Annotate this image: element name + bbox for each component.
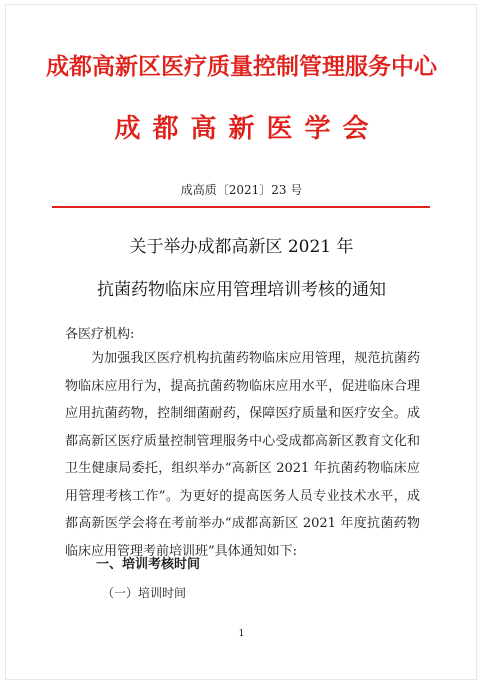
body-paragraph: 为加强我区医疗机构抗菌药物临床应用管理，规范抗菌药物临床应用行为，提高抗菌药物临床应用水平，促进临床合理应用抗菌药物，控制细菌耐药，保障医疗质量和医疗安全。成都高新区医疗质量控制管理服务中心受成都高新区教育文化和卫生健康局委托，组织举办“高新区 2021 年抗菌药物临床应用管理考核工作”。为更好的提高医务人员专业技术水平，成都高新医学会将在考前举办“成都高新区 2021 年度抗菌药物临床应用管理考前培训班”具体通知如下:	[65, 351, 420, 559]
page-number: 1	[238, 629, 245, 639]
title-line-2: 抗菌药物临床应用管理培训考核的通知	[97, 280, 386, 300]
document-page	[5, 4, 477, 680]
addressee: 各医疗机构:	[65, 327, 135, 342]
subsection-heading-1: （一）培训时间	[102, 586, 187, 600]
document-number: 成高质〔2021〕23 号	[180, 183, 303, 197]
section-heading-1: 一、培训考核时间	[96, 557, 201, 572]
org-header-line-1: 成都高新区医疗质量控制管理服务中心	[46, 53, 437, 80]
org-header-line-2: 成都高新医学会	[114, 114, 381, 144]
title-line-1: 关于举办成都高新区 2021 年	[129, 237, 354, 257]
red-divider-line	[52, 206, 430, 208]
